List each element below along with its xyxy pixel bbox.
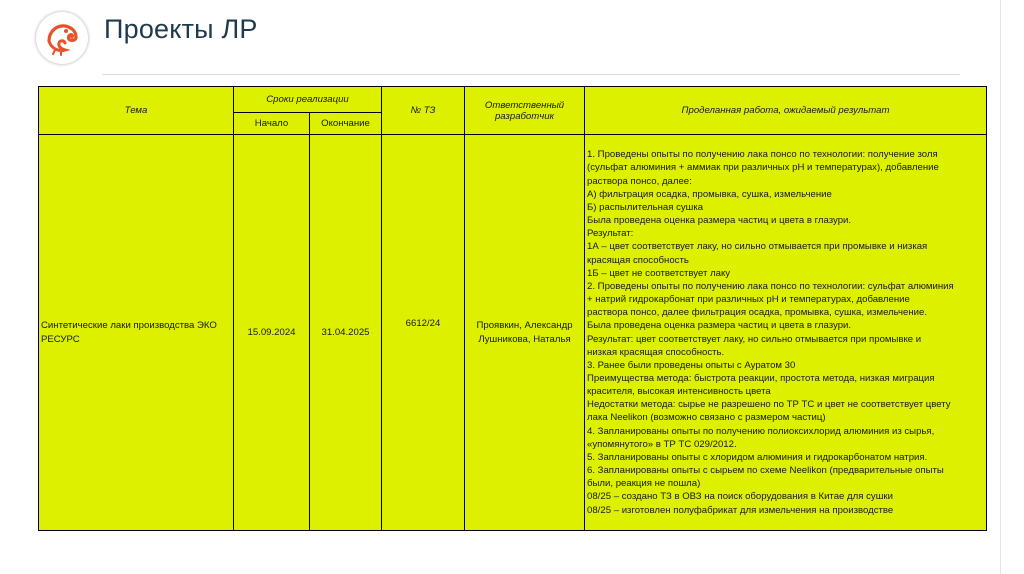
- work-line: А) фильтрация осадка, промывка, сушка, измельчение: [587, 188, 832, 200]
- cell-topic: Синтетические лаки производства ЭКО РЕСУРС: [39, 135, 234, 531]
- header-start: Начало: [234, 113, 310, 135]
- work-line: Преимущества метода: быстрота реакции, простота метода, низкая миграция: [587, 372, 935, 384]
- work-line: «упомянутого» в ТР ТС 029/2012.: [587, 438, 737, 450]
- work-line: 08/25 – создано ТЗ в ОВЗ на поиск оборудования в Китае для сушки: [587, 491, 893, 503]
- work-line: 1А – цвет соответствует лаку, но сильно отмывается при промывке и низкая: [587, 241, 928, 253]
- work-line: лака Neelikon (возможно связано с размером частиц): [587, 412, 826, 424]
- work-line: были, реакция не пошла): [587, 478, 701, 490]
- header-end: Окончание: [310, 113, 382, 135]
- cell-end-date: 31.04.2025: [310, 135, 382, 531]
- header-work-result: Проделанная работа, ожидаемый результат: [585, 87, 987, 135]
- cell-start-date: 15.09.2024: [234, 135, 310, 531]
- work-line: 3. Ранее были проведены опыты с Ауратом 30: [587, 359, 796, 371]
- work-line: красителя, высокая интенсивность цвета: [587, 386, 771, 398]
- chameleon-icon: [43, 19, 81, 57]
- work-line: Была проведена оценка размера частиц и цвета в глазури.: [587, 320, 852, 332]
- work-line: Была проведена оценка размера частиц и цвета в глазури.: [587, 215, 852, 227]
- work-line: 6. Запланированы опыты с сырьем по схеме Neelikon (предварительные опыты: [587, 465, 944, 477]
- work-line: низкая красящая способность.: [587, 346, 725, 358]
- work-line: (сульфат алюминия + аммиак при различных pH и температурах), добавление: [587, 162, 939, 174]
- work-line: Б) распылительная сушка: [587, 201, 704, 213]
- table-row: [39, 135, 987, 531]
- work-line: раствора понсо, далее:: [587, 175, 692, 187]
- page-edge-line: [1000, 0, 1001, 574]
- company-logo: [36, 12, 88, 64]
- work-result-lines: [587, 148, 984, 516]
- cell-tz-number: 6612/24: [382, 135, 465, 531]
- header-dates: Сроки реализации: [234, 87, 382, 113]
- cell-work-result: [585, 135, 987, 531]
- work-line: 08/25 – изготовлен полуфабрикат для измельчения на производстве: [587, 504, 894, 516]
- cell-responsible: Проявкин, Александр Лушникова, Наталья: [465, 135, 585, 531]
- work-line: 1. Проведены опыты по получению лака понсо по технологии: получение золя: [587, 149, 938, 161]
- work-line: Результат:: [587, 228, 634, 240]
- work-line: 4. Запланированы опыты по получению полиоксихлорид алюминия из сырья,: [587, 425, 935, 437]
- work-line: Недостатки метода: сырье не разрешено по ТР ТС и цвет не соответствует цвету: [587, 399, 951, 411]
- header-responsible: Ответственный разработчик: [465, 87, 585, 135]
- page-title: Проекты ЛР: [104, 14, 258, 44]
- title-divider: [102, 74, 960, 75]
- work-line: 5. Запланированы опыты с хлоридом алюминия и гидрокарбонатом натрия.: [587, 451, 928, 463]
- work-line: раствора понсо, далее фильтрация осадка, промывка, сушка, измельчение.: [587, 307, 928, 319]
- work-line: 1Б – цвет не соответствует лаку: [587, 267, 731, 279]
- work-line: красящая способность: [587, 254, 689, 266]
- projects-table: [38, 86, 987, 531]
- table-header-row: [39, 87, 987, 113]
- header-tz-number: № ТЗ: [382, 87, 465, 135]
- work-line: + натрий гидрокарбонат при различных pH и температурах, добавление: [587, 294, 910, 306]
- header-topic: Тема: [39, 87, 234, 135]
- work-line: Результат: цвет соответствует лаку, но сильно отмывается при промывке и: [587, 333, 922, 345]
- work-line: 2. Проведены опыты по получению лака понсо по технологии: сульфат алюминия: [587, 280, 954, 292]
